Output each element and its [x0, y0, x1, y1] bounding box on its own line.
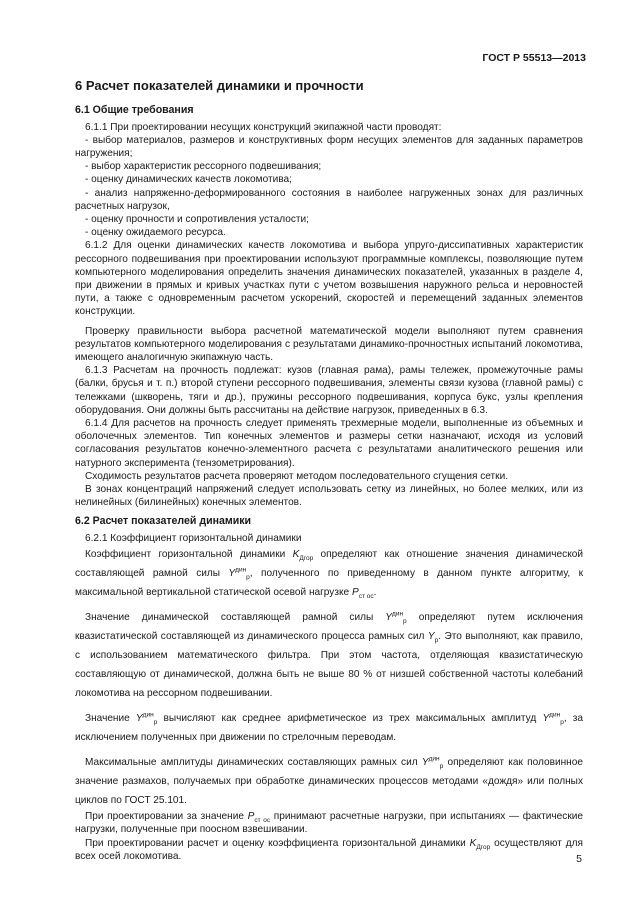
paragraph-6-1-4: 6.1.4 Для расчетов на прочность следует применять трехмерные модели, выполненные из объемных и оболочечных элементов. Тип конечных элементов и размеры сетки назначают, исходя из условий согласования результатов конечно-элементного расчета с результатами аналитического решения или натурного эксперимента (тензометрирования). [75, 417, 583, 469]
symbol-p: P [351, 587, 359, 599]
paragraph-convergence: Сходимость результатов расчета проверяют методом последовательного сгущения сетки. [85, 470, 509, 482]
symbol-k: K [292, 549, 300, 561]
paragraph-6-1-1: 6.1.1 При проектировании несущих конструкций экипажной части проводят: [85, 121, 442, 133]
standard-header: ГОСТ Р 55513—2013 [482, 52, 586, 64]
paragraph-6-1-3: 6.1.3 Расчетам на прочность подлежат: кузов (главная рама), рамы тележек, промежуточные рамы (балки, брусья и т. п.) второй ступени рессорного подвешивания, элементы связи кузова (главной рамы) с тележками (шкворень, тяги и др.), пружины рессорного подвешивания, корпуса букс, узлы крепления оборудования. Они должны быть рассчитаны на действие нагрузок, приведенных в 6.3. [75, 365, 583, 416]
subsection-6-2-title: 6.2 Расчет показателей динамики [75, 515, 252, 528]
list-item: - оценку прочности и сопротивления усталости; [85, 213, 309, 225]
list-item: - выбор характеристик рессорного подвешивания; [85, 161, 322, 173]
formula-paragraph-all-axles: При проектировании расчет и оценку коэффициента горизонтальной динамики $K_{Дгор}$ осуществляют для всех осей локомотива. [75, 837, 583, 862]
paragraph-6-1-2-verification: Проверку правильности выбора расчетной математической модели выполняют путем сравнения результатов компьютерного моделирования с результатами динамико-прочностных испытаний локомотива, имеющего аналогичную экипажную часть. [75, 325, 583, 363]
list-item: - анализ напряженно-деформированного состояния в наиболее нагруженных зонах для различных расчетных нагрузок, [75, 187, 583, 212]
formula-paragraph-design-loads: При проектировании за значение $P_{ст ос}$ принимают расчетные нагрузки, при испытаниях — фактические нагрузки, полученные при поосном взвешивании. [75, 811, 584, 836]
formula-paragraph-dynamic-component: Значение динамической составляющей рамной силы $Y^{дин}_р$ определяют путем исключения квазистатической составляющей из динамического процесса рамных сил $Y_р$. Это выполняют, как правило, с использованием математического фильтра. При этом частота, отделяющая квазистатическую составляющую от динамической, должна быть не выше 80 % от низшей собственной частоты колебаний локомотива на рессорном подвешивании. [75, 610, 584, 700]
page-number: 5 [576, 853, 582, 865]
section-title: 6 Расчет показателей динамики и прочности [75, 78, 364, 93]
subsection-6-1-title: 6.1 Общие требования [75, 104, 194, 116]
paragraph-6-2-1: 6.2.1 Коэффициент горизонтальной динамики [85, 532, 302, 544]
paragraph-mesh: В зонах концентраций напряжений следует использовать сетку из линейных, но более мелких, или из нелинейных (билинейных) конечных элементов. [75, 483, 583, 509]
list-item: - оценку динамических качеств локомотива; [85, 174, 292, 186]
formula-paragraph-mean-value: Значение $Y^{дин}_р$ вычисляют как среднее арифметическое из трех максимальных амплитуд $Y^{дин}_р$, за исключением полученных при движении по стрелочным переводам. [75, 711, 584, 744]
page-content [75, 78, 583, 863]
formula-paragraph-amplitudes: Максимальные амплитуды динамических составляющих рамных сил $Y^{дин}_р$ определяют как половинное значение размахов, получаемых при обработке динамических процессов методами «дождя» или полных циклов по ГОСТ 25.101. [75, 755, 583, 807]
list-item: - оценку ожидаемого ресурса. [85, 227, 226, 239]
list-item: - выбор материалов, размеров и конструктивных форм несущих элементов для заданных параметров нагружения; [75, 134, 583, 159]
symbol-y: Y [228, 568, 236, 580]
paragraph-6-1-2: 6.1.2 Для оценки динамических качеств локомотива и выбора упруго-диссипативных характеристик рессорного подвешивания при проектировании используют программные комплексы, позволяющие путем компьютерного моделирования определить значения динамических показателей, указанных в разделе 4, при движении в прямых и кривых участках пути с учетом возвышения наружного рельса и неровностей пути, а также с одновременным расчетом ускорений, скоростей и перемещений заданных элементов конструкции. [75, 240, 583, 318]
formula-paragraph-coefficient: Коэффициент горизонтальной динамики $K_{Дгор}$ определяют как отношение значения динамической составляющей рамной силы $Y^{дин}_р$, полученного по приведенному в данном пункте алгоритму, к максимальной вертикальной статической осевой нагрузке $P_{ст ос}$. [75, 549, 583, 601]
